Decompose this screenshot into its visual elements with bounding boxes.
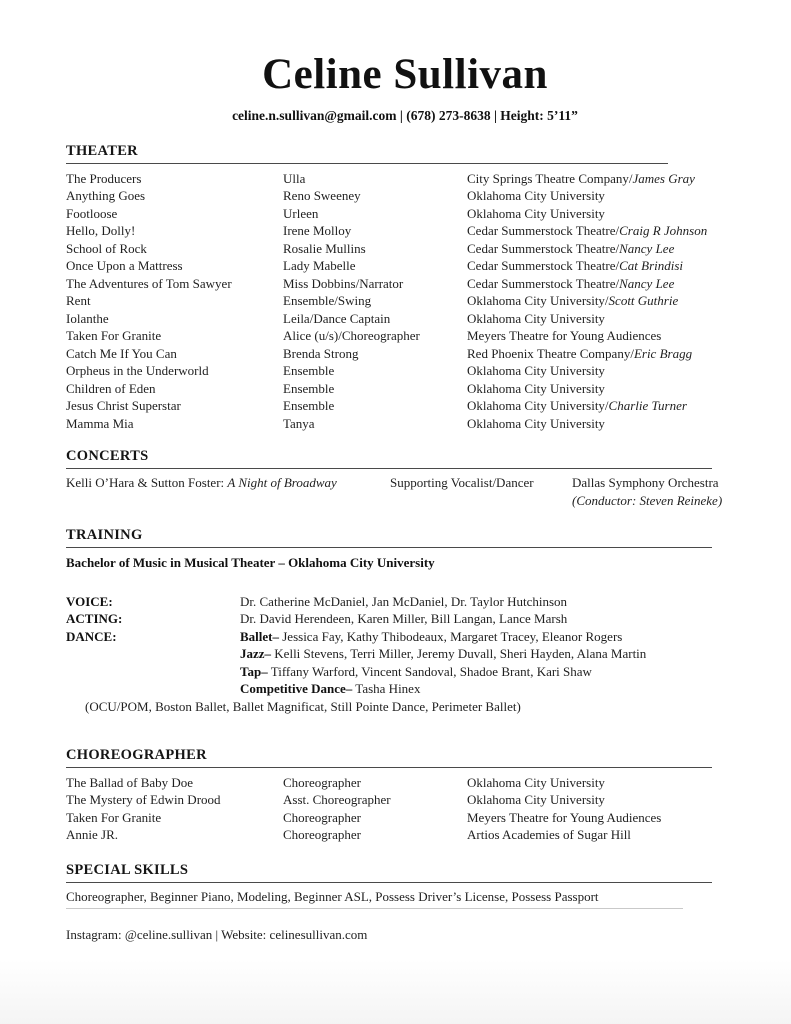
page-title: Celine Sullivan [262,51,548,98]
training-row [66,663,744,681]
section-theater [66,144,744,432]
director-name: Eric Bragg [633,345,693,361]
venue-name: Cedar Summerstock Theatre/ [467,258,620,274]
table-row [66,310,744,328]
role-name: Rosalie Mullins [283,240,366,256]
venue-name: Cedar Summerstock Theatre/ [467,275,620,291]
venue-name: Meyers Theatre for Young Audiences [467,809,662,825]
venue-cell [467,345,744,363]
venue-name: Oklahoma City University [467,205,605,221]
training-style-label: Competitive Dance– [240,681,353,697]
training-instructors-cell [240,628,744,646]
role-name: Lady Mabelle [283,258,356,274]
show-title: Orpheus in the Underworld [66,363,209,379]
training-style-label: Jazz– [240,646,272,662]
role-name: Choreographer [283,809,361,825]
training-instructors-cell [240,680,744,698]
section-training [66,528,744,715]
special-skills-text: Choreographer, Beginner Piano, Modeling, Beginner ASL, Possess Driver’s License, Possess Passport [66,888,599,904]
venue-name: City Springs Theatre Company/ [467,170,633,186]
table-row [66,826,744,844]
venue-name: Oklahoma City University [467,380,605,396]
resume-content [0,50,791,944]
show-title: Annie JR. [66,827,118,843]
venue-cell [467,240,744,258]
venue-cell [467,310,744,328]
director-name: Nancy Lee [619,240,675,256]
training-style-label: Tap– [240,663,268,679]
special-skills-heading: SPECIAL SKILLS [66,863,712,883]
table-row [66,170,744,188]
table-row [66,774,744,792]
table-row [66,240,744,258]
venue-cell [467,275,744,293]
role-name: Choreographer [283,827,361,843]
role-name: Miss Dobbins/Narrator [283,275,404,291]
training-row [66,645,744,663]
concert-event [66,474,390,509]
role-name: Asst. Choreographer [283,792,391,808]
show-title: Anything Goes [66,188,146,204]
show-title: The Producers [66,170,142,186]
role-name: Choreographer [283,774,361,790]
concerts-heading: CONCERTS [66,449,712,469]
venue-name: Oklahoma City University [467,792,605,808]
table-row [66,345,744,363]
venue-name: Oklahoma City University [467,415,605,431]
role-name: Tanya [283,415,315,431]
training-instructors: Tasha Hinex [352,681,421,697]
show-title: Jesus Christ Superstar [66,398,181,414]
venue-name: Oklahoma City University [467,774,605,790]
director-name: James Gray [632,170,695,186]
table-row [66,327,744,345]
venue-cell [467,292,744,310]
show-title: The Adventures of Tom Sawyer [66,275,232,291]
venue-name: Red Phoenix Theatre Company/ [467,345,634,361]
concert-row [66,474,744,509]
role-name: Urleen [283,205,319,221]
training-heading: TRAINING [66,528,712,548]
show-title: Once Upon a Mattress [66,258,183,274]
section-special-skills [66,863,744,944]
concert-organization: Dallas Symphony Orchestra [572,475,719,491]
training-instructors: Dr. David Herendeen, Karen Miller, Bill Langan, Lance Marsh [240,611,568,627]
director-name: Charlie Turner [608,398,687,414]
training-instructors-cell [240,610,744,628]
table-row [66,257,744,275]
venue-name: Cedar Summerstock Theatre/ [467,223,620,239]
show-title: Catch Me If You Can [66,345,177,361]
training-instructors: Tiffany Warford, Vincent Sandoval, Shadoe Brant, Kari Shaw [267,663,592,679]
table-row [66,380,744,398]
training-row [66,680,744,698]
venue-name: Oklahoma City University [467,188,605,204]
venue-cell [467,170,744,188]
show-title: Rent [66,293,91,309]
table-row [66,205,744,223]
table-row [66,222,744,240]
venue-cell [467,362,744,380]
venue-name: Cedar Summerstock Theatre/ [467,240,620,256]
contact-line: celine.n.sullivan@gmail.com | (678) 273-8638 | Height: 5’11” [232,107,578,123]
training-instructors-cell [240,645,744,663]
theater-heading: THEATER [66,144,668,164]
show-title: Taken For Granite [66,328,162,344]
venue-name: Oklahoma City University [467,310,605,326]
training-category-label: DANCE: [66,628,117,644]
training-style-label: Ballet– [240,628,279,644]
role-name: Irene Molloy [283,223,352,239]
director-name: Craig R Johnson [619,223,708,239]
show-title: Mamma Mia [66,415,134,431]
concert-event-title: A Night of Broadway [227,475,337,491]
training-category-label [66,645,240,663]
training-instructors-cell [240,593,744,611]
show-title: Children of Eden [66,380,156,396]
role-name: Ensemble [283,380,335,396]
theater-credit-list [66,170,744,433]
social-links-line: Instagram: @celine.sullivan | Website: celinesullivan.com [66,927,368,943]
venue-cell [467,327,744,345]
table-row [66,362,744,380]
training-category-label [66,663,240,681]
role-name: Brenda Strong [283,345,359,361]
role-name: Reno Sweeney [283,188,361,204]
table-row [66,415,744,433]
show-title: Hello, Dolly! [66,223,136,239]
director-name: Scott Guthrie [608,293,679,309]
training-studios-line: (OCU/POM, Boston Ballet, Ballet Magnificat, Still Pointe Dance, Perimeter Ballet) [85,698,521,714]
venue-name: Oklahoma City University/ [467,293,609,309]
choreographer-credit-list [66,774,744,844]
role-name: Alice (u/s)/Choreographer [283,328,420,344]
training-row [66,628,744,646]
venue-cell [467,380,744,398]
role-name: Ulla [283,170,306,186]
show-title: School of Rock [66,240,147,256]
skills-divider [66,908,683,909]
page-bottom-fade [0,960,791,1024]
venue-name: Oklahoma City University/ [467,398,609,414]
training-row [66,610,744,628]
venue-cell [467,205,744,223]
concert-organization-cell [572,474,744,509]
training-list [66,593,744,698]
training-instructors-cell [240,663,744,681]
choreographer-heading: CHOREOGRAPHER [66,748,712,768]
venue-cell [467,397,744,415]
concert-conductor: (Conductor: Steven Reineke) [572,492,723,508]
training-category-label: VOICE: [66,593,113,609]
venue-cell [467,187,744,205]
venue-name: Oklahoma City University [467,363,605,379]
venue-name: Meyers Theatre for Young Audiences [467,328,662,344]
director-name: Nancy Lee [619,275,675,291]
section-choreographer [66,748,744,844]
table-row [66,187,744,205]
degree-line: Bachelor of Music in Musical Theater – Oklahoma City University [66,555,435,571]
section-concerts [66,449,744,509]
training-instructors: Dr. Catherine McDaniel, Jan McDaniel, Dr. Taylor Hutchinson [240,593,568,609]
director-name: Cat Brindisi [619,258,684,274]
show-title: Iolanthe [66,310,109,326]
show-title: Taken For Granite [66,809,162,825]
venue-cell [467,222,744,240]
role-name: Ensemble [283,363,335,379]
training-category-label [66,680,240,698]
role-name: Ensemble [283,398,335,414]
concert-event-artists: Kelli O’Hara & Sutton Foster: [66,475,228,491]
show-title: The Ballad of Baby Doe [66,774,194,790]
venue-cell [467,257,744,275]
table-row [66,275,744,293]
training-row [66,593,744,611]
venue-cell [467,415,744,433]
role-name: Ensemble/Swing [283,293,372,309]
show-title: The Mystery of Edwin Drood [66,792,221,808]
role-name: Leila/Dance Captain [283,310,391,326]
table-row [66,292,744,310]
venue-name: Artios Academies of Sugar Hill [467,827,631,843]
table-row [66,397,744,415]
concert-role: Supporting Vocalist/Dancer [390,475,534,491]
show-title: Footloose [66,205,118,221]
table-row [66,809,744,827]
training-instructors: Kelli Stevens, Terri Miller, Jeremy Duvall, Sheri Hayden, Alana Martin [271,646,647,662]
training-category-label: ACTING: [66,611,123,627]
table-row [66,791,744,809]
training-instructors: Jessica Fay, Kathy Thibodeaux, Margaret Tracey, Eleanor Rogers [279,628,623,644]
